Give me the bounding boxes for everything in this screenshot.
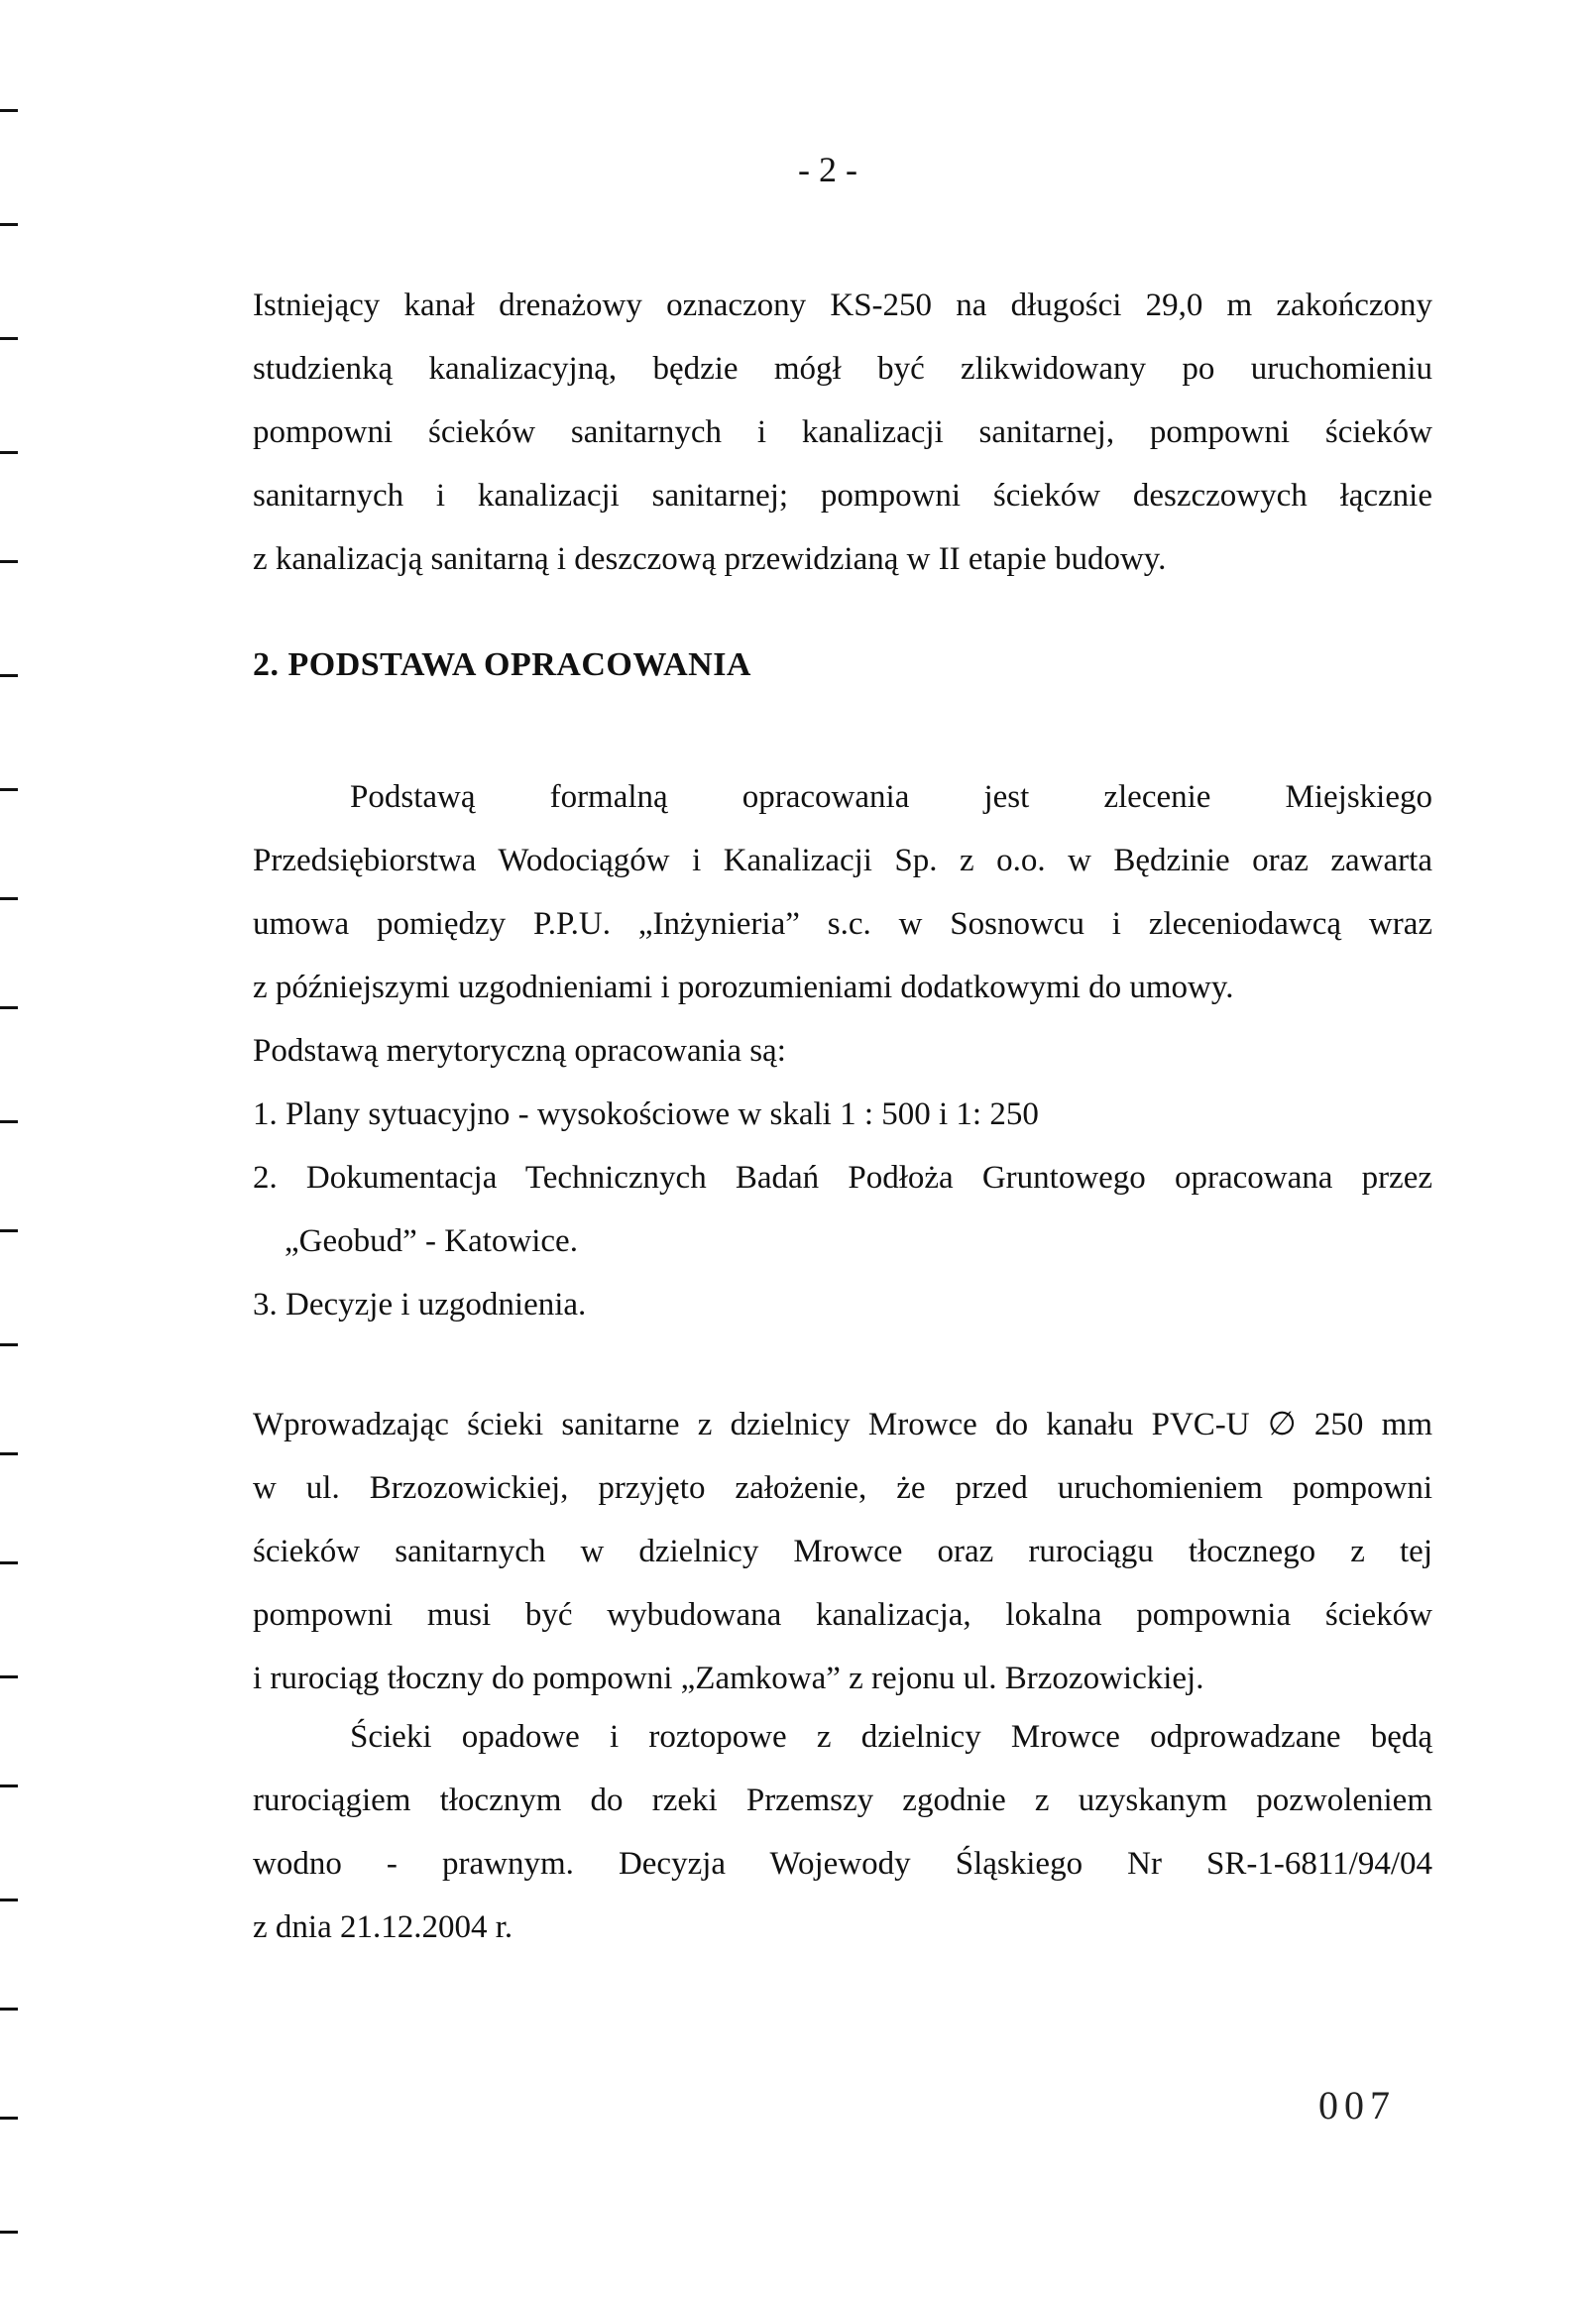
list-item: „Geobud” - Katowice.	[285, 1223, 578, 1259]
text-line: z kanalizacją sanitarną i deszczową przewidzianą w II etapie budowy.	[253, 541, 1167, 577]
text-line: Istniejący kanał drenażowy oznaczony KS-250 na długości 29,0 m zakończony	[253, 288, 1432, 323]
paragraph-sewage	[253, 1393, 1432, 1710]
text-line: Ścieki opadowe i roztopowe z dzielnicy Mrowce odprowadzane będą	[350, 1719, 1432, 1755]
scan-margin-mark	[0, 2008, 18, 2011]
text-line: z dnia 21.12.2004 r.	[253, 1909, 513, 1945]
scan-margin-mark	[0, 337, 18, 340]
section-heading: 2. PODSTAWA OPRACOWANIA	[253, 646, 751, 683]
text-line: i rurociąg tłoczny do pompowni „Zamkowa” z rejonu ul. Brzozowickiej.	[253, 1661, 1204, 1696]
scan-margin-mark	[0, 1452, 18, 1455]
text-line: Podstawą formalną opracowania jest zlecenie Miejskiego	[350, 779, 1432, 815]
text-line: Przedsiębiorstwa Wodociągów i Kanalizacji Sp. z o.o. w Będzinie oraz zawarta	[253, 843, 1432, 878]
scan-margin-mark	[0, 451, 18, 454]
text-line: sanitarnych i kanalizacji sanitarnej; pompowni ścieków deszczowych łącznie	[253, 478, 1432, 514]
scan-margin-mark	[0, 674, 18, 677]
page-stamp-number: 007	[1318, 2083, 1396, 2128]
scan-margin-mark	[0, 2117, 18, 2120]
scan-margin-mark	[0, 1343, 18, 1346]
scan-margin-mark	[0, 897, 18, 900]
page-number: - 2 -	[798, 150, 857, 189]
scan-margin-mark	[0, 2231, 18, 2234]
text-line: w ul. Brzozowickiej, przyjęto założenie, że przed uruchomieniem pompowni	[253, 1470, 1432, 1506]
text-line: umowa pomiędzy P.P.U. „Inżynieria” s.c. w Sosnowcu i zleceniodawcą wraz	[253, 906, 1432, 942]
text-line: wodno - prawnym. Decyzja Wojewody Śląskiego Nr SR-1-6811/94/04	[253, 1846, 1432, 1882]
scan-margin-mark	[0, 560, 18, 563]
list-item: 2. Dokumentacja Technicznych Badań Podłoża Gruntowego opracowana przez	[253, 1160, 1432, 1196]
list-item: 3. Decyzje i uzgodnienia.	[253, 1287, 587, 1323]
scan-margin-mark	[0, 1120, 18, 1123]
text-line: ścieków sanitarnych w dzielnicy Mrowce oraz rurociągu tłocznego z tej	[253, 1534, 1432, 1569]
scan-margin-mark	[0, 1899, 18, 1901]
text-line: pompowni musi być wybudowana kanalizacja, lokalna pompownia ścieków	[253, 1597, 1432, 1633]
text-line: rurociągiem tłocznym do rzeki Przemszy zgodnie z uzyskanym pozwoleniem	[253, 1783, 1432, 1818]
scan-margin-mark	[0, 1006, 18, 1009]
paragraph-rainwater	[253, 1705, 1432, 1959]
text-line: Podstawą merytoryczną opracowania są:	[253, 1033, 786, 1069]
text-line: pompowni ścieków sanitarnych i kanalizacji sanitarnej, pompowni ścieków	[253, 414, 1432, 450]
scan-margin-mark	[0, 1561, 18, 1564]
scan-margin-mark	[0, 1229, 18, 1232]
paragraph-existing-drain	[253, 274, 1432, 591]
scan-margin-mark	[0, 223, 18, 226]
scan-margin-mark	[0, 1784, 18, 1787]
scan-margin-mark	[0, 1675, 18, 1678]
text-line: studzienką kanalizacyjną, będzie mógł być zlikwidowany po uruchomieniu	[253, 351, 1432, 387]
paragraph-basis	[253, 765, 1432, 1336]
text-line: Wprowadzając ścieki sanitarne z dzielnicy Mrowce do kanału PVC-U ∅ 250 mm	[253, 1407, 1432, 1442]
scan-margin-mark	[0, 788, 18, 791]
text-line: z późniejszymi uzgodnieniami i porozumieniami dodatkowymi do umowy.	[253, 970, 1234, 1005]
list-item: 1. Plany sytuacyjno - wysokościowe w skali 1 : 500 i 1: 250	[253, 1096, 1039, 1132]
scan-margin-mark	[0, 109, 18, 112]
